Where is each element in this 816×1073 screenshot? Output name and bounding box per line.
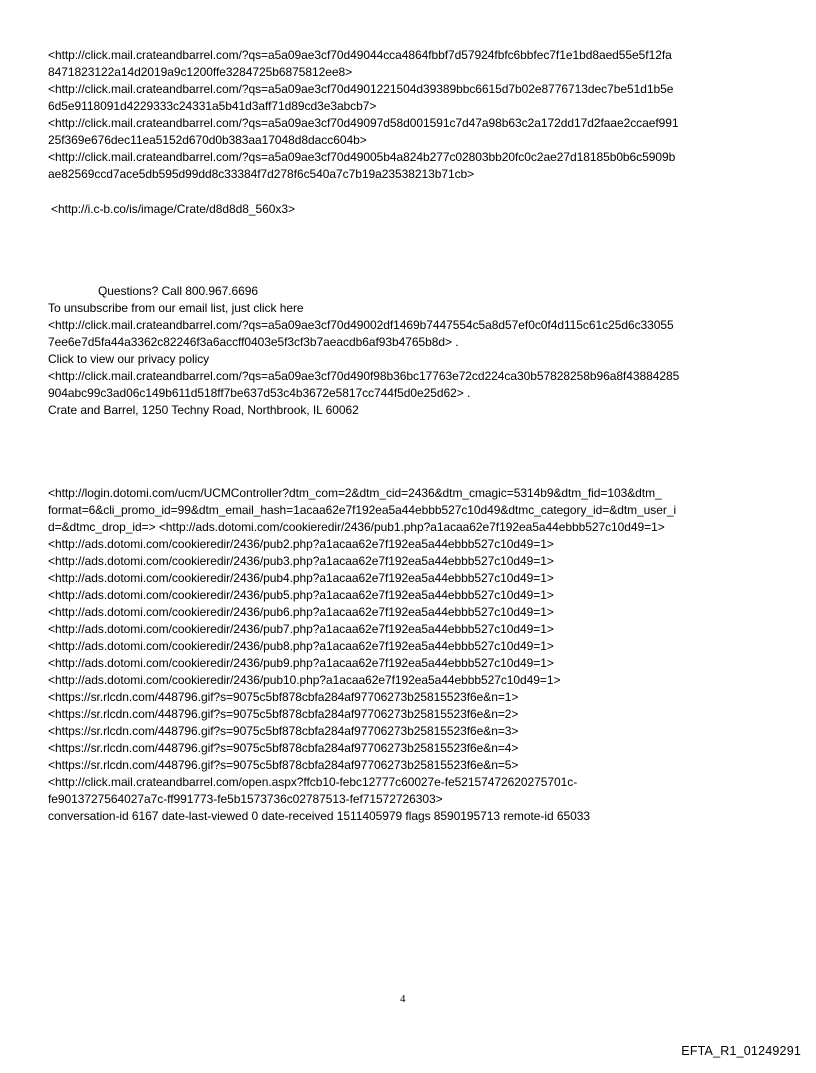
text-line: <https://sr.rlcdn.com/448796.gif?s=9075c5bf878cbfa284af97706273b25815523f6e&n=1>	[48, 690, 519, 704]
text-line: <https://sr.rlcdn.com/448796.gif?s=9075c5bf878cbfa284af97706273b25815523f6e&n=2>	[48, 707, 519, 721]
text-line: Click to view our privacy policy	[48, 352, 210, 366]
image-link-text: <http://i.c-b.co/is/image/Crate/d8d8d8_560x3>	[51, 202, 295, 216]
text-line: <http://ads.dotomi.com/cookieredir/2436/pub10.php?a1acaa62e7f192ea5a44ebbb527c10d49=1>	[48, 673, 561, 687]
questions-phone: Questions? Call 800.967.6696	[98, 284, 259, 298]
text-line: <http://click.mail.crateandbarrel.com/?qs=a5a09ae3cf70d49044cca4864fbbf7d57924fbfc6bbfec7f1e1bd8aed55e5f12fa	[48, 48, 672, 62]
text-line: <https://sr.rlcdn.com/448796.gif?s=9075c5bf878cbfa284af97706273b25815523f6e&n=4>	[48, 741, 519, 755]
text-line: 25f369e676dec11ea5152d670d0b383aa17048d8dacc604b>	[48, 133, 367, 147]
text-line: <http://click.mail.crateandbarrel.com/?qs=a5a09ae3cf70d49002df1469b7447554c5a8d57ef0c0f4d115c61c25d6c33055	[48, 318, 674, 332]
text-line: format=6&cli_promo_id=99&dtm_email_hash=1acaa62e7f192ea5a44ebbb527c10d49&dtmc_category_id=&dtm_user_i	[48, 503, 677, 517]
text-line: <http://click.mail.crateandbarrel.com/open.aspx?ffcb10-febc12777c60027e-fe52157472620275701c-	[48, 775, 578, 789]
text-line: 904abc99c3ad06c149b611d518ff7be637d53c4b3672e5817cc744f5d0e25d62> .	[48, 386, 471, 400]
text-line: <http://ads.dotomi.com/cookieredir/2436/pub6.php?a1acaa62e7f192ea5a44ebbb527c10d49=1>	[48, 605, 554, 619]
bates-stamp: EFTA_R1_01249291	[681, 1044, 801, 1058]
text-line: <http://click.mail.crateandbarrel.com/?qs=a5a09ae3cf70d4901221504d39389bbc6615d7b02e8776713dec7be51d1b5e	[48, 82, 674, 96]
text-line: 8471823122a14d2019a9c1200ffe3284725b6875812ee8>	[48, 65, 353, 79]
page-number: 4	[400, 993, 406, 1005]
text-line: <http://click.mail.crateandbarrel.com/?qs=a5a09ae3cf70d490f98b36bc17763e72cd224ca30b57828258b96a8f43884285	[48, 369, 680, 383]
text-line: <http://ads.dotomi.com/cookieredir/2436/pub9.php?a1acaa62e7f192ea5a44ebbb527c10d49=1>	[48, 656, 554, 670]
text-line: d=&dtmc_drop_id=> <http://ads.dotomi.com/cookieredir/2436/pub1.php?a1acaa62e7f192ea5a44ebbb527c10d49=1>	[48, 520, 665, 534]
text-line: <http://ads.dotomi.com/cookieredir/2436/pub4.php?a1acaa62e7f192ea5a44ebbb527c10d49=1>	[48, 571, 554, 585]
text-line: <http://click.mail.crateandbarrel.com/?qs=a5a09ae3cf70d49005b4a824b277c02803bb20fc0c2ae27d18185b0b6c5909b	[48, 150, 676, 164]
text-line: <https://sr.rlcdn.com/448796.gif?s=9075c5bf878cbfa284af97706273b25815523f6e&n=5>	[48, 758, 519, 772]
text-line: <http://ads.dotomi.com/cookieredir/2436/pub3.php?a1acaa62e7f192ea5a44ebbb527c10d49=1>	[48, 554, 554, 568]
text-line: fe9013727564027a7c-ff991773-fe5b1573736c02787513-fef71572726303>	[48, 792, 443, 806]
text-line: <http://ads.dotomi.com/cookieredir/2436/pub7.php?a1acaa62e7f192ea5a44ebbb527c10d49=1>	[48, 622, 554, 636]
text-line: <http://click.mail.crateandbarrel.com/?qs=a5a09ae3cf70d49097d58d001591c7d47a98b63c2a172dd17d2faae2ccaef991	[48, 116, 679, 130]
text-line: 6d5e9118091d4229333c24331a5b41d3aff71d89cd3e3abcb7>	[48, 99, 377, 113]
text-line: ae82569ccd7ace5db595d99dd8c33384f7d278f6c540a7c7b19a23538213b71cb>	[48, 167, 475, 181]
text-line: <http://ads.dotomi.com/cookieredir/2436/pub2.php?a1acaa62e7f192ea5a44ebbb527c10d49=1>	[48, 537, 554, 551]
text-line: <http://login.dotomi.com/ucm/UCMController?dtm_com=2&dtm_cid=2436&dtm_cmagic=5314b9&dtm_fid=103&dtm_	[48, 486, 662, 500]
metadata-line: conversation-id 6167 date-last-viewed 0 date-received 1511405979 flags 8590195713 remote-id 65033	[48, 809, 590, 823]
text-line: <http://ads.dotomi.com/cookieredir/2436/pub5.php?a1acaa62e7f192ea5a44ebbb527c10d49=1>	[48, 588, 554, 602]
text-line: 7ee6e7d5fa44a3362c82246f3a6accff0403e5f3cf3b7aeacdb6af93b4765b8d> .	[48, 335, 459, 349]
text-line: <http://ads.dotomi.com/cookieredir/2436/pub8.php?a1acaa62e7f192ea5a44ebbb527c10d49=1>	[48, 639, 554, 653]
text-line: <https://sr.rlcdn.com/448796.gif?s=9075c5bf878cbfa284af97706273b25815523f6e&n=3>	[48, 724, 519, 738]
address-line: Crate and Barrel, 1250 Techny Road, Northbrook, IL 60062	[48, 403, 359, 417]
text-line: To unsubscribe from our email list, just click here	[48, 301, 304, 315]
